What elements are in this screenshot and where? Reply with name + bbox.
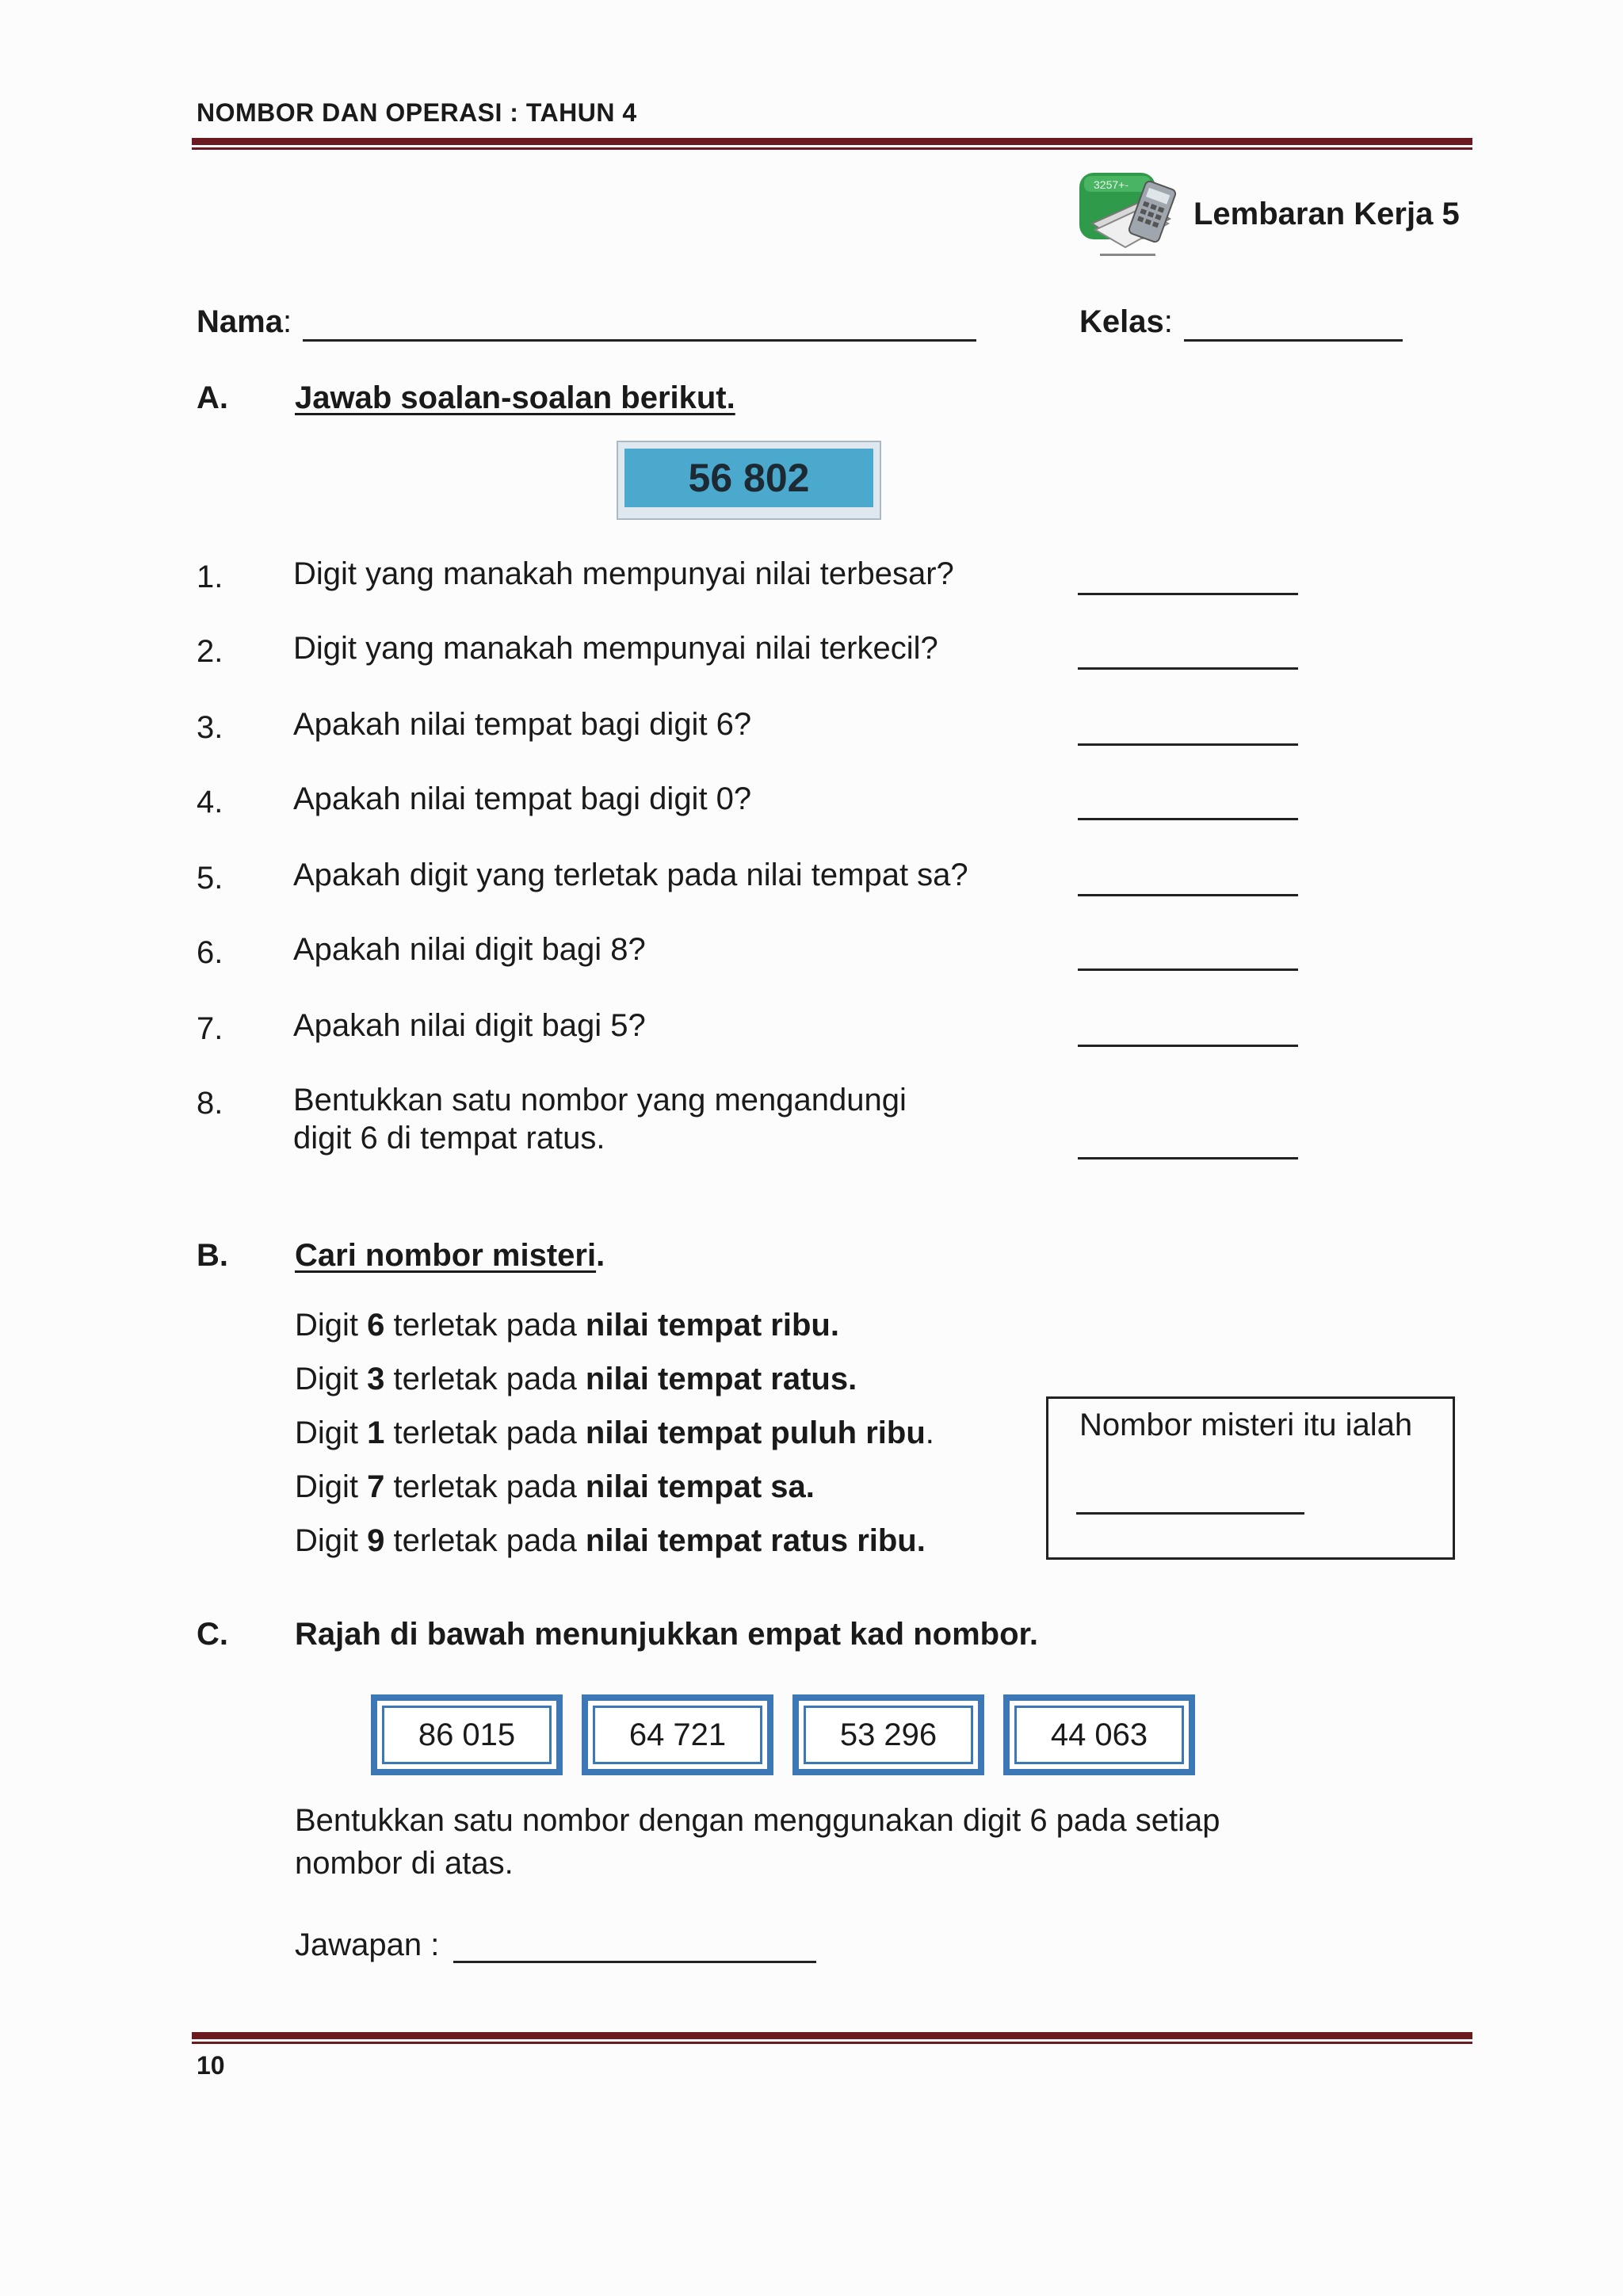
section-c-title: Rajah di bawah menunjukkan empat kad nombor. (295, 1617, 1038, 1652)
clue-1: Digit 6 terletak pada nilai tempat ribu. (295, 1308, 839, 1343)
number-card-4-value: 44 063 (1014, 1706, 1184, 1764)
name-label: Nama: (197, 304, 292, 339)
question-2-number: 2. (197, 634, 223, 669)
sheet-title: Lembaran Kerja 5 (1193, 197, 1460, 231)
answer-line[interactable] (453, 1961, 816, 1963)
question-4-text: Apakah nilai tempat bagi digit 0? (293, 781, 752, 816)
question-7-number: 7. (197, 1011, 223, 1046)
number-card-2-value: 64 721 (593, 1706, 762, 1764)
question-6-number: 6. (197, 935, 223, 970)
section-c-instruction-line-1: Bentukkan satu nombor dengan menggunakan digit 6 pada setiap (295, 1803, 1220, 1838)
question-1-number: 1. (197, 560, 223, 594)
question-2-text: Digit yang manakah mempunyai nilai terkecil? (293, 631, 938, 666)
clue-5: Digit 9 terletak pada nilai tempat ratus ribu. (295, 1523, 926, 1558)
section-b-title: Cari nombor misteri. (295, 1238, 605, 1273)
number-card-1-value: 86 015 (382, 1706, 552, 1764)
number-card-4 (1003, 1694, 1195, 1775)
question-8-line-2: digit 6 di tempat ratus. (293, 1121, 605, 1156)
mystery-answer-text: Nombor misteri itu ialah (1079, 1408, 1413, 1442)
question-7-text: Apakah nilai digit bagi 5? (293, 1008, 646, 1043)
mystery-answer-line[interactable] (1076, 1512, 1304, 1515)
calculator-books-icon (1076, 168, 1184, 262)
clue-4: Digit 7 terletak pada nilai tempat sa. (295, 1469, 815, 1504)
answer-label: Jawapan : (295, 1927, 440, 1962)
clue-2: Digit 3 terletak pada nilai tempat ratus. (295, 1362, 857, 1396)
question-4-number: 4. (197, 785, 223, 819)
question-8-text (293, 1081, 907, 1157)
number-card-2 (582, 1694, 773, 1775)
question-3-number: 3. (197, 710, 223, 745)
question-8-line-1: Bentukkan satu nombor yang mengandungi (293, 1083, 907, 1117)
section-a-letter: A. (197, 380, 228, 415)
question-5-number: 5. (197, 861, 223, 896)
question-1-answer-line[interactable] (1078, 593, 1298, 595)
name-field[interactable] (303, 339, 976, 342)
question-5-answer-line[interactable] (1078, 894, 1298, 896)
logo-text: 3257+- (1094, 178, 1128, 191)
header-rule-thin (192, 147, 1472, 150)
class-field[interactable] (1184, 339, 1403, 342)
number-value: 56 802 (624, 449, 873, 507)
question-6-text: Apakah nilai digit bagi 8? (293, 932, 646, 967)
question-4-answer-line[interactable] (1078, 818, 1298, 820)
question-5-text: Apakah digit yang terletak pada nilai tempat sa? (293, 858, 968, 892)
header-title: NOMBOR DAN OPERASI : TAHUN 4 (197, 98, 637, 127)
section-a-title: Jawab soalan-soalan berikut. (295, 380, 735, 415)
number-card-3-value: 53 296 (804, 1706, 973, 1764)
question-2-answer-line[interactable] (1078, 667, 1298, 670)
question-8-answer-line[interactable] (1078, 1157, 1298, 1159)
number-card-1 (371, 1694, 563, 1775)
section-c-instruction (295, 1799, 1293, 1885)
number-card-3 (792, 1694, 984, 1775)
question-3-text: Apakah nilai tempat bagi digit 6? (293, 707, 752, 742)
page-number: 10 (197, 2051, 225, 2080)
number-box (617, 441, 881, 520)
clue-3: Digit 1 terletak pada nilai tempat puluh ribu. (295, 1415, 934, 1450)
section-c-letter: C. (197, 1617, 228, 1652)
question-7-answer-line[interactable] (1078, 1045, 1298, 1047)
question-8-number: 8. (197, 1086, 223, 1121)
question-1-text: Digit yang manakah mempunyai nilai terbesar? (293, 556, 954, 591)
question-6-answer-line[interactable] (1078, 968, 1298, 971)
question-3-answer-line[interactable] (1078, 743, 1298, 746)
section-c-instruction-line-2: nombor di atas. (295, 1846, 514, 1881)
footer-rule (192, 2032, 1472, 2039)
footer-rule-thin (192, 2042, 1472, 2044)
header-rule (192, 138, 1472, 145)
section-b-letter: B. (197, 1238, 228, 1273)
class-label: Kelas: (1079, 304, 1173, 339)
